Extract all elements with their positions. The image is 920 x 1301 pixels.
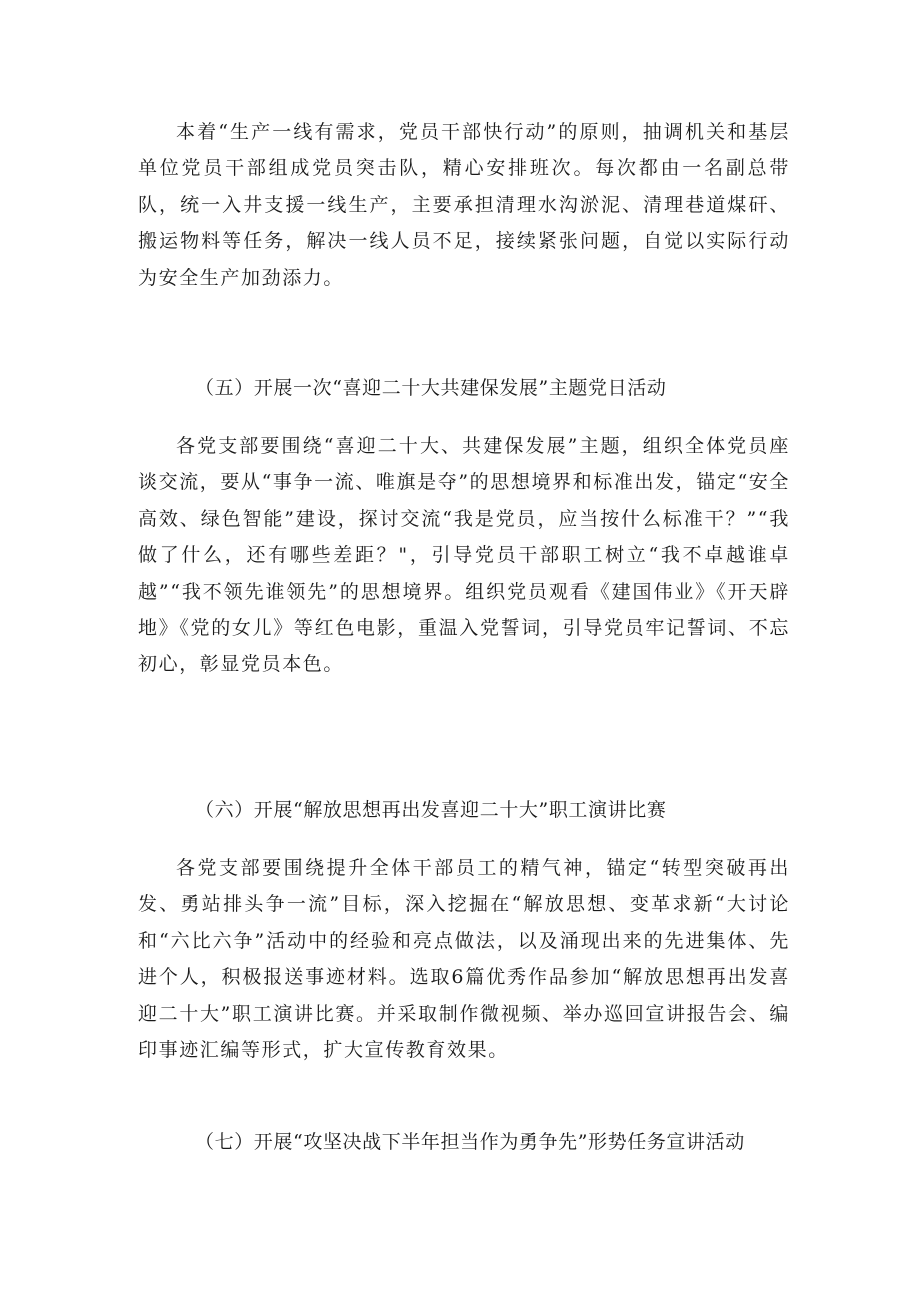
paragraph-party-day-activity: 各党支部要围绕“喜迎二十大、共建保发展”主题，组织全体党员座谈交流，要从“事争一流、唯旗是夺”的思想境界和标准出发，锚定“安全高效、绿色智能”建设，探讨交流“我是党员，应当按什么标准干？”“我做了什么，还有哪些差距？"，引导党员干部职工树立“我不卓越谁卓越”“我不领先谁领先”的思想境界。组织党员观看《建国伟业》《开天辟地》《党的女儿》等红色电影，重温入党誓词，引导党员牢记誓词、不忘初心，彰显党员本色。 [138, 435, 790, 676]
section-heading-6: （六）开展“解放思想再出发喜迎二十大”职工演讲比赛 [195, 799, 667, 821]
section-heading-5: （五）开展一次“喜迎二十大共建保发展”主题党日活动 [195, 377, 667, 399]
paragraph-speech-contest: 各党支部要围绕提升全体干部员工的精气神，锚定“转型突破再出发、勇站排头争一流”目标，深入挖掘在“解放思想、变革求新“大讨论和“六比六争”活动中的经验和亮点做法，以及涌现出来的先进集体、先进个人，积极报送事迹材料。选取6篇优秀作品参加“解放思想再出发喜迎二十大”职工演讲比赛。并采取制作微视频、举办巡回宣讲报告会、编印事迹汇编等形式，扩大宣传教育效果。 [138, 857, 790, 1062]
section-heading-7: （七）开展“攻坚决战下半年担当作为勇争先”形势任务宣讲活动 [195, 1131, 745, 1153]
paragraph-party-assault-team: 本着“生产一线有需求，党员干部快行动”的原则，抽调机关和基层单位党员干部组成党员突击队，精心安排班次。每次都由一名副总带队，统一入井支援一线生产，主要承担清理水沟淤泥、清理巷道煤矸、搬运物料等任务，解决一线人员不足，接续紧张问题，自觉以实际行动为安全生产加劲添力。 [138, 121, 790, 289]
